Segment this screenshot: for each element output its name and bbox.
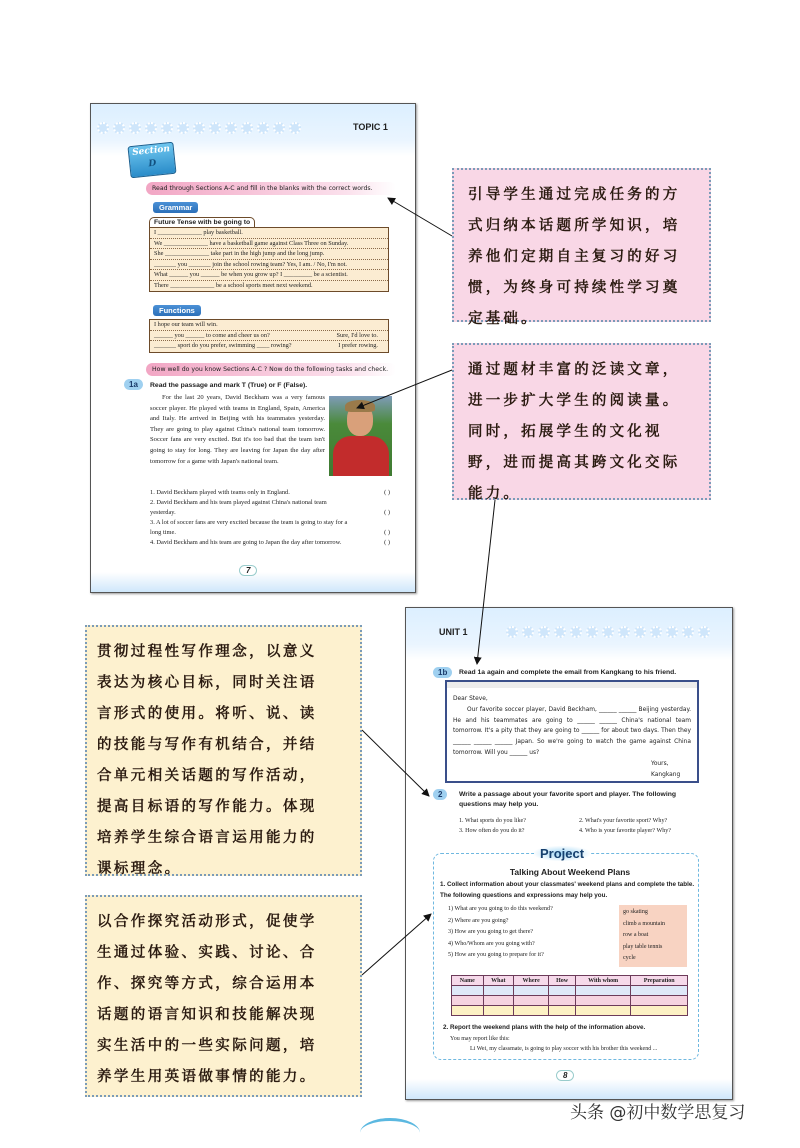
note-line: 贯彻过程性写作理念，以意义 [97,644,317,660]
note-line: 以合作探究活动形式，促使学 [97,914,317,930]
answer-bracket[interactable]: ( ) [384,529,390,536]
project-title: Talking About Weekend Plans [509,867,631,877]
statement-text: 1. David Beckham played with teams only in England. [150,489,290,496]
task-2-example: Li Wei, my classmate, is going to play soccer with his brother this weekend ... [470,1046,658,1052]
email-greeting: Dear Steve, [453,696,488,702]
expression: row a boat [623,932,649,938]
arrow-4 [362,730,429,796]
page-number: 8 [556,1070,574,1081]
question: 3) How are you going to get there? [448,929,534,935]
note-line: 生通过体验、实践、讨论、合 [97,945,317,961]
bottom-logo [360,1118,420,1148]
note-line: 养学生用英语做事情的能力。 [97,1069,317,1085]
note-line: 野，进而提高其跨文化交际 [468,455,681,471]
functions-tag: Functions [153,305,201,316]
arrow-1 [388,198,452,236]
column-header: With whom [575,976,630,986]
note-line: 的技能与写作有机结合，并结 [97,737,317,753]
note-line: 能力。 [468,486,522,502]
project-task-2: 2. Report the weekend plans with the help of the information above. [443,1024,646,1031]
column-header: How [549,976,576,986]
grammar-title-text: Future Tense with be going to [154,219,251,226]
function-right: Sure, I'd love to. [336,331,378,339]
answer-bracket[interactable]: ( ) [384,489,390,496]
instruction-banner-1: Read through Sections A-C and fill in the blanks with the correct words. [146,182,396,195]
function-left: ______ you ______ to come and cheer us on? [154,331,270,339]
note-line: 通过题材丰富的泛读文章， [468,362,681,378]
column-header: Where [514,976,549,986]
function-right: I prefer rowing. [338,342,378,349]
expression: climb a mountain [623,920,665,927]
project-label: Project [534,846,590,861]
expression: cycle [623,955,636,961]
note-line: 引导学生通过完成任务的方 [468,187,681,203]
note-line: 作、探究等方式，综合运用本 [97,976,317,992]
function-left: I hope our team will win. [154,321,218,328]
unit-header: UNIT 1 [439,627,468,637]
statement-text: 2. David Beckham and his team played against China's national team yesterday. [150,499,327,516]
question: 2. What's your favorite sport? Why? [579,818,668,824]
question: 4) Who/Whom are you going with? [448,940,535,947]
grammar-tag: Grammar [153,202,198,213]
grammar-row: _______ you _______ join the school rowing team? Yes, I am. / No, I'm not. [150,260,388,271]
exercise-1b-title: Read 1a again and complete the email from Kangkang to his friend. [459,669,677,676]
note-line: 惯，为终身可持续性学习奠 [468,280,681,296]
beckham-passage: For the last 20 years, David Beckham was a very famous soccer player. He played with teams in England, Spain, America and Italy. He arrived in Beijing with his teammates yesterday. They are going to play against China's national team tomorrow. Soccer fans are very excited. But it's too bad that the team isn't going to stay for long. They are leaving for Japan the day after tomorrow for a game with Japan's national team. [150,394,325,465]
grammar-row: There ______________ be a school sports meet next weekend. [154,281,313,289]
note-line: 言形式的使用。将听、说、读 [97,706,317,722]
email-signature: Kangkang [651,771,681,778]
section-letter: D [148,158,157,170]
note-line: 提高目标语的写作能力。体现 [97,799,317,815]
topic-header: TOPIC 1 [353,122,388,132]
grammar-row: We ______________ have a basketball game against Class Three on Sunday. [150,239,388,250]
email-closing: Yours, [651,760,669,767]
column-header: Preparation [631,976,688,986]
column-header: Name [452,976,484,986]
note-line: 养他们定期自主复习的好习 [468,249,681,265]
note-line: 合单元相关话题的写作活动， [97,768,317,784]
answer-bracket[interactable]: ( ) [384,539,390,546]
answer-bracket[interactable]: ( ) [384,509,390,516]
note-line: 进一步扩大学生的阅读量。 [468,393,681,409]
task-2-lead: You may report like this: [450,1036,510,1042]
statement-text: 3. A lot of soccer fans are very excited because the team is going to stay for a long time. [150,519,348,536]
question: 1. What sports do you like? [459,818,526,824]
note-line: 表达为核心目标，同时关注语 [97,675,317,691]
grammar-row: She ______________ take part in the high jump and the long jump. [150,249,388,260]
question: 1) What are you going to do this weekend? [448,906,553,912]
note-line: 定基础。 [468,311,539,327]
email-body: Our favorite soccer player, David Beckham, ______ ______ Beijing yesterday. He and his teammates are going to ______ ______ China's national team tomorrow. It's a pity that they are going to ______ for about two days. Then they ______ ______ ______ Japan. So we're going to watch the game against China tomorrow. Will you ______ us? [453,706,691,756]
note-line: 课标理念。 [97,861,182,877]
exercise-2-number: 2 [433,789,447,800]
project-task-1: 1. Collect information about your classmates' weekend plans and complete the table. The following questions and expressions may help you. [440,881,695,899]
arrow-2 [357,370,452,408]
note-line: 同时，拓展学生的文化视 [468,424,663,440]
instruction-banner-2: How well do you know Sections A-C ? Now do the following tasks and check. [146,363,396,376]
note-line: 培养学生综合语言运用能力的 [97,830,317,846]
grammar-row: I ______________ play basketball. [150,228,388,239]
question: 3. How often do you do it? [459,828,525,834]
watermark: 头条 @初中数学思复习 [570,1103,746,1123]
function-left: _______ sport do you prefer, swimming ____ rowing? [154,342,292,349]
arrow-5 [362,914,431,975]
note-line: 实生活中的一些实际问题，培 [97,1038,317,1054]
exercise-1a-title: Read the passage and mark T (True) or F (False). [150,382,308,389]
exercise-2-title: Write a passage about your favorite sport and player. The following questions may help you. [459,791,677,808]
exercise-1a-number: 1a [124,379,143,390]
arrow-3 [477,500,495,664]
note-line: 式归纳本话题所学知识，培 [468,218,681,234]
expression: go skating [623,909,648,915]
statement-text: 4. David Beckham and his team are going to Japan the day after tomorrow. [150,539,342,546]
page-number: 7 [239,565,257,576]
section-label: Section [131,144,171,158]
question: 2) Where are you going? [448,917,509,924]
question: 4. Who is your favorite player? Why? [579,828,671,834]
exercise-1b-number: 1b [433,667,452,678]
column-header: What [483,976,514,986]
question: 5) How are you going to prepare for it? [448,952,544,958]
expression: play table tennis [623,943,663,950]
grammar-row: What ______ you ______ be when you grow up? I _________ be a scientist. [150,270,388,281]
note-line: 话题的语言知识和技能解决现 [97,1007,317,1023]
